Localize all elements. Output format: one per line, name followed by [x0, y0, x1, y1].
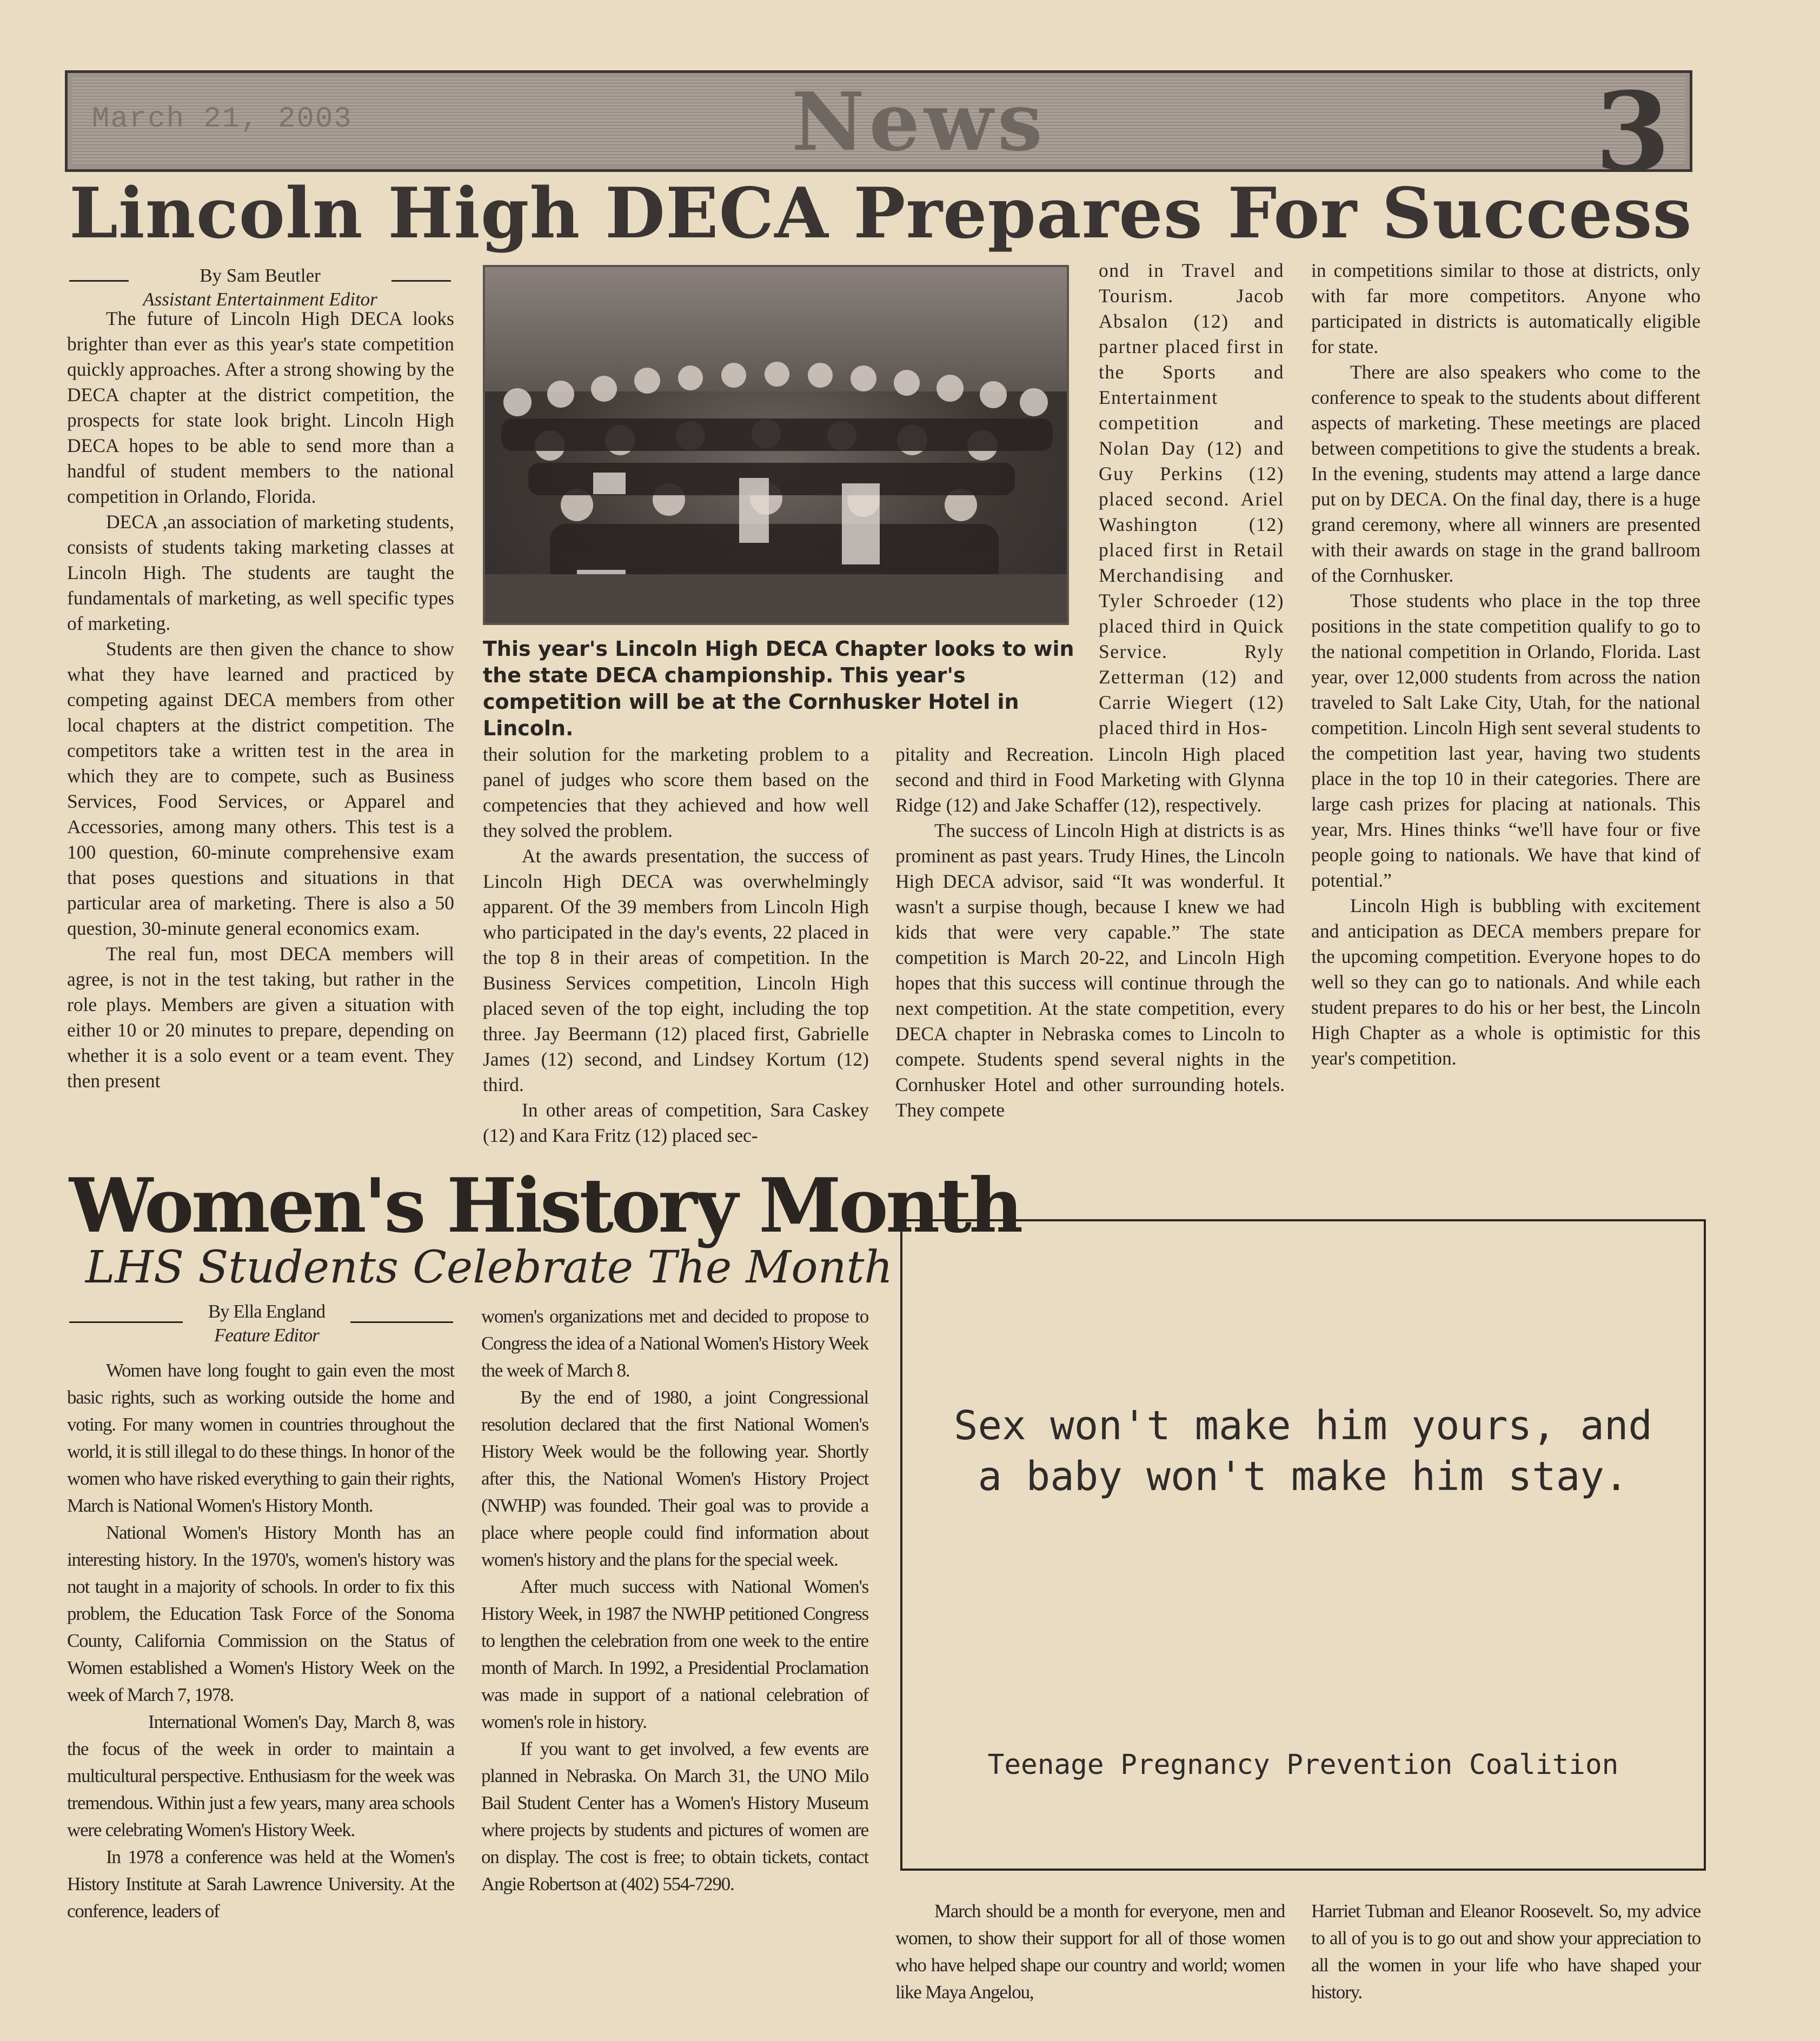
- deca-col1-paragraph: The future of Lincoln High DECA looks brighter than ever as this year's state competition quickly approaches. After a strong showing by the DECA chapter at the district competition, the prospects for state look bright. Lincoln High DECA hopes to be able to send more than a handful of student members to the national competition in Orlando, Florida.: [67, 308, 454, 507]
- deca-column-3-bottom: [895, 742, 1285, 1123]
- group-silhouettes: [485, 267, 1067, 623]
- womens-column-1: [67, 1357, 454, 1925]
- section-title: News: [791, 75, 1047, 169]
- deca-col2-paragraph: At the awards presentation, the success of Lincoln High DECA was overwhelmingly apparent. Of the 39 members from Lincoln High who participated in the day's events, 22 placed in the top 8 in their areas of competition. In the Business Services competition, Lincoln High placed seven of the top eight, including the top three. Jay Beermann (12) placed first, Gabrielle James (12) second, and Lindsey Kortum (12) third.: [483, 845, 869, 1095]
- deca-photo-caption: This year's Lincoln High DECA Chapter looks to win the state DECA championship. This year's competition will be at the Cornhusker Hotel in Lincoln.: [483, 637, 1074, 740]
- deca-col4-paragraph: in competitions similar to those at districts, only with far more competitors. Anyone who participated in districts is automatically eligible for state.: [1311, 260, 1701, 357]
- deca-headline: Lincoln High DECA Prepares For Success: [69, 173, 1692, 254]
- womens-col1-paragraph: Women have long fought to gain even the most basic rights, such as working outside the home and voting. For many women in countries throughout the world, it is still illegal to do these things. In honor of the women who have risked everything to gain their rights, March is National Women's History Month.: [67, 1360, 454, 1516]
- womens-history-headline: Women's History Month: [69, 1161, 1021, 1249]
- deca-col4-paragraph: Lincoln High is bubbling with excitement and anticipation as DECA members prepare for the upcoming competition. Everyone hopes to do well so they can go to nationals. And while each student prepares to do his or her best, the Lincoln High Chapter as a whole is optimistic for this year's competition.: [1311, 895, 1701, 1069]
- deca-byline: [129, 264, 391, 311]
- deca-col4-paragraph: Those students who place in the top three positions in the state competition qualify to go to the national competition in Orlando, Florida. Last year, over 12,000 students from across the nation traveled to Salt Lake City, Utah, for the national competition. Lincoln High sent several students to the competition last year, having two students place in the top 10 in their categories. There are large cash prizes for placing at nationals. This year, Mrs. Hines thinks “we'll have four or five people going to nationals. We have that kind of potential.”: [1311, 590, 1701, 891]
- deca-col3-paragraph: pitality and Recreation. Lincoln High placed second and third in Food Marketing with Glynna Ridge (12) and Jake Schaffer (12), respectively.: [895, 743, 1285, 816]
- womens-col2-paragraph: By the end of 1980, a joint Congressional resolution declared that the first National Women's History Week would be the following year. Shortly after this, the National Women's History Project (NWHP) was founded. Their goal was to provide a place where people could find information about women's history and the plans for the special week.: [481, 1387, 868, 1570]
- deca-column-4: [1311, 258, 1701, 1071]
- deca-col1-paragraph: DECA ,an association of marketing students, consists of students taking marketing classes at Lincoln High. The students are taught the fundamentals of marketing, as well specific types of marketing.: [67, 511, 454, 634]
- issue-date: March 21, 2003: [92, 103, 353, 136]
- womens-column-4: [1311, 1898, 1701, 2006]
- womens-byline-title: Feature Editor: [214, 1325, 319, 1346]
- page-number: 3: [1595, 69, 1671, 196]
- byline-rule-left: [69, 1321, 183, 1323]
- deca-col2-paragraph: In other areas of competition, Sara Caskey (12) and Kara Fritz (12) placed sec-: [483, 1099, 869, 1146]
- womens-col2-paragraph: women's organizations met and decided to propose to Congress the idea of a National Women's History Week the week of March 8.: [481, 1306, 868, 1381]
- deca-col3-paragraph: The success of Lincoln High at districts is as prominent as past years. Trudy Hines, the Lincoln High DECA advisor, said “It was wonderful. It wasn't a surpise though, because I knew we had kids that were very capable.” The state competition is March 20-22, and Lincoln High hopes that this success will continue through the next competition. At the state competition, every DECA chapter in Nebraska comes to Lincoln to compete. Students spend several nights in the Cornhusker Hotel and other surrounding hotels. They compete: [895, 820, 1285, 1121]
- deca-column-2: [483, 742, 869, 1148]
- deca-byline-author: By Sam Beutler: [200, 265, 321, 286]
- deca-col1-paragraph: Students are then given the chance to show what they have learned and practiced by competing against DECA members from other local chapters at the district competition. The competitors take a written test in the area in which they are to compete, such as Business Services, Food Services, or Apparel and Accessories, among many others. This test is a 100 question, 60-minute comprehensive exam that poses questions and situations in that particular area of marketing. There is also a 50 question, 30-minute general economics exam.: [67, 638, 454, 939]
- womens-col1-paragraph: National Women's History Month has an interesting history. In the 1970's, women's history was not taught in a majority of schools. In order to fix this problem, the Education Task Force of the Sonoma County, California Commission on the Status of Women established a Women's History Week on the week of March 7, 1978.: [67, 1522, 454, 1705]
- womens-col2-paragraph: After much success with National Women's History Week, in 1987 the NWHP petitioned Congress to lengthen the celebration from one week to the entire month of March. In 1992, a Presidential Proclamation was made in support of a national celebration of women's role in history.: [481, 1576, 868, 1732]
- womens-col1-paragraph: International Women's Day, March 8, was the focus of the week in order to maintain a multicultural perspective. Enthusiasm for the week was tremendous. Within just a few years, many area schools were celebrating Women's History Week.: [67, 1711, 454, 1840]
- womens-col2-paragraph: If you want to get involved, a few events are planned in Nebraska. On March 31, the UNO Milo Bail Student Center has a Women's History Museum where projects by students and pictures of women are on display. The cost is free; to obtain tickets, contact Angie Robertson at (402) 554-7290.: [481, 1738, 868, 1894]
- psa-organization: Teenage Pregnancy Prevention Coalition: [987, 1749, 1619, 1781]
- womens-column-2: [481, 1303, 868, 1898]
- womens-byline-author: By Ella England: [208, 1301, 326, 1322]
- deca-col3-top-paragraph: ond in Travel and Tourism. Jacob Absalon (12) and partner placed first in the Sports and Entertainment competition and Nolan Day (12) and Guy Perkins (12) placed second. Ariel Washington (12) placed first in Retail Merchandising and Tyler Schroeder (12) placed third in Quick Service. Ryly Zetterman (12) and Carrie Wiegert (12) placed third in Hos-: [1099, 260, 1284, 739]
- byline-rule-right: [350, 1321, 453, 1323]
- deca-byline-title: Assistant Entertainment Editor: [143, 289, 377, 310]
- womens-col1-paragraph: In 1978 a conference was held at the Women's History Institute at Sarah Lawrence University. At the conference, leaders of: [67, 1846, 454, 1922]
- byline-rule-right: [391, 280, 451, 282]
- womens-history-subhead: LHS Students Celebrate The Month: [85, 1242, 893, 1293]
- deca-column-1: [67, 306, 454, 1094]
- deca-col2-paragraph: their solution for the marketing problem to a panel of judges who score them based on the competencies that they achieved and how well they solved the problem.: [483, 743, 869, 841]
- psa-slogan-line-2: a baby won't make him stay.: [978, 1453, 1629, 1500]
- deca-column-3-top: [1099, 258, 1284, 741]
- womens-col4-paragraph: Harriet Tubman and Eleanor Roosevelt. So, my advice to all of you is to go out and show your appreciation to all the women in your life who have shaped your history.: [1311, 1900, 1701, 2003]
- psa-slogan-line-1: Sex won't make him yours, and: [953, 1402, 1652, 1449]
- womens-col3-paragraph: March should be a month for everyone, men and women, to show their support for all of those women who have helped shape our country and world; women like Maya Angelou,: [895, 1900, 1285, 2003]
- deca-col1-paragraph: The real fun, most DECA members will agree, is not in the test taking, but rather in the role plays. Members are given a situation with either 10 or 20 minutes to prepare, depending on whether it is a solo event or a team event. They then present: [67, 943, 454, 1092]
- womens-column-3: [895, 1898, 1285, 2006]
- psa-slogan: [919, 1400, 1687, 1502]
- byline-rule-left: [69, 280, 129, 282]
- womens-byline: [183, 1300, 350, 1347]
- deca-col4-paragraph: There are also speakers who come to the conference to speak to the students about different aspects of marketing. These meetings are placed between competitions to give the students a break. In the evening, students may attend a large dance put on by DECA. On the final day, there is a huge grand ceremony, where all winners are presented with their awards on stage in the grand ballroom of the Cornhusker.: [1311, 361, 1701, 586]
- deca-group-photo: [483, 265, 1069, 625]
